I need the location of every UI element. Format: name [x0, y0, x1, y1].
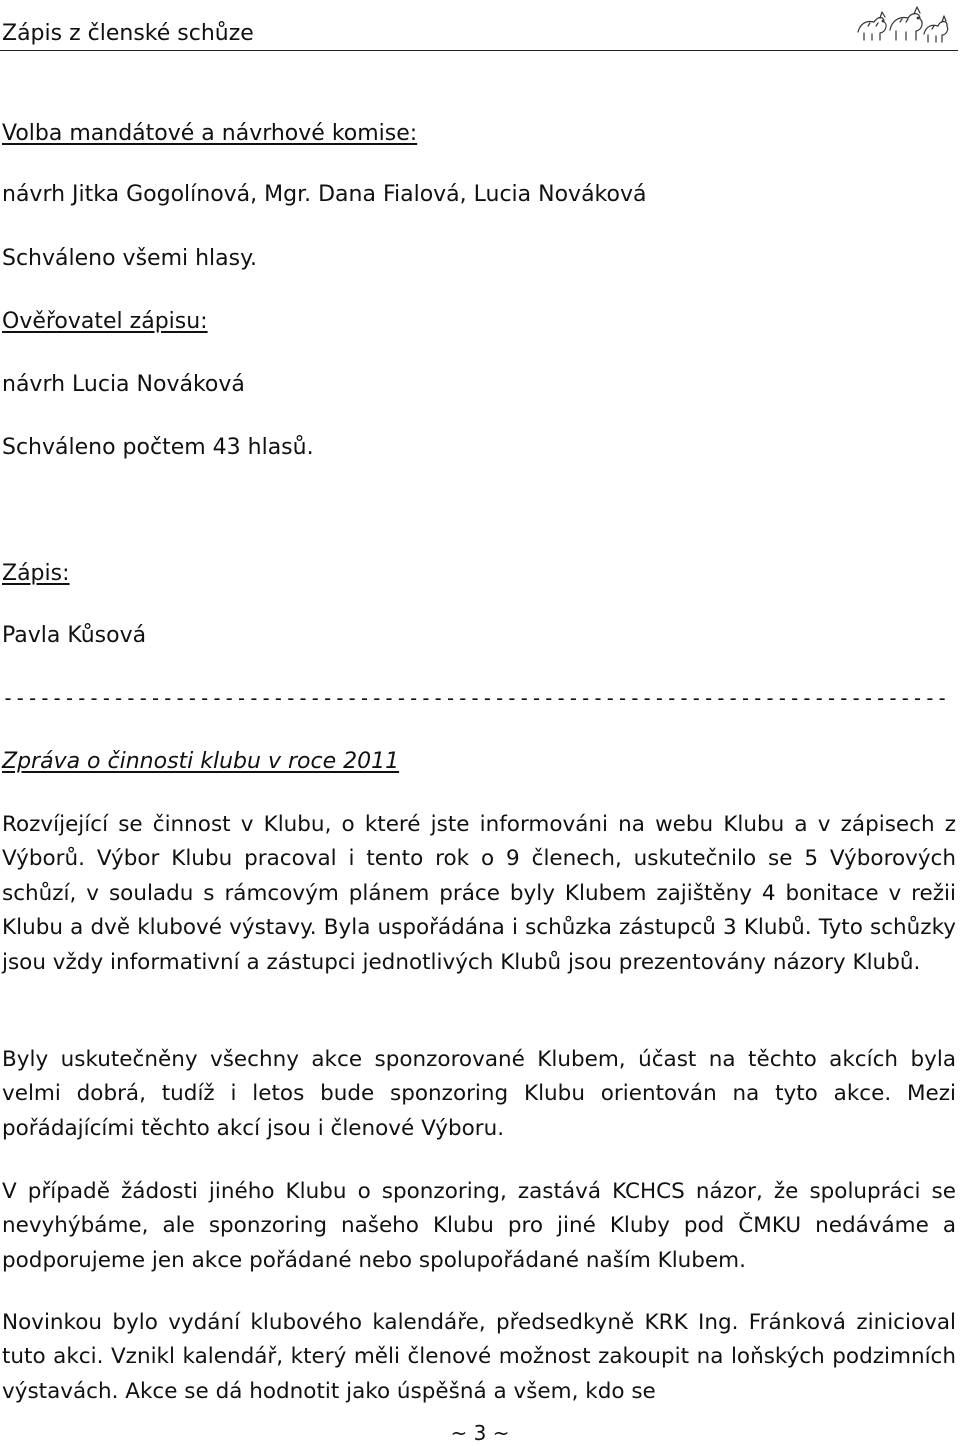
verifier-result: Schváleno počtem 43 hlasů. [2, 435, 314, 460]
recorder-name: Pavla Kůsová [2, 623, 147, 648]
commission-proposal: návrh Jitka Gogolínová, Mgr. Dana Fialová, Lucia Nováková [2, 182, 647, 207]
report-paragraph-3: V případě žádosti jiného Klubu o sponzoring, zastává KCHCS názor, že spolupráci se nevyhýbáme, ale sponzoring našeho Klubu pro jiné Kluby pod ČMKU nedáváme a podporujeme jen akce pořádané nebo spolupořádané naším Klubem. [2, 1179, 956, 1273]
header-title: Zápis z členské schůze [2, 21, 254, 46]
page-header [0, 0, 958, 51]
recorder-label: Zápis: [2, 561, 70, 586]
commission-label: Volba mandátové a návrhové komise: [2, 121, 418, 146]
verifier-label: Ověřovatel zápisu: [2, 309, 208, 334]
page-number: ~ 3 ~ [450, 1421, 510, 1445]
separator-line: ----------------------------------------------------------------------------- [2, 686, 949, 710]
dogs-logo-icon [854, 2, 950, 46]
commission-result: Schváleno všemi hlasy. [2, 246, 257, 271]
report-paragraph-4: Novinkou bylo vydání klubového kalendáře, předsedkyně KRK Ing. Fránková zinicioval tuto akci. Vznikl kalendář, který měli členové možnost zakoupit na loňských podzimních výstavách. Akce se dá hodnotit jako úspěšná a všem, kdo se [2, 1310, 956, 1404]
verifier-proposal: návrh Lucia Nováková [2, 372, 245, 397]
report-title: Zpráva o činnosti klubu v roce 2011 [2, 749, 400, 774]
report-paragraph-2: Byly uskutečněny všechny akce sponzorované Klubem, účast na těchto akcích byla velmi dobrá, tudíž i letos bude sponzoring Klubu orientován na tyto akce. Mezi pořádajícími těchto akcí jsou i členové Výboru. [2, 1047, 956, 1141]
report-paragraph-1: Rozvíjející se činnost v Klubu, o které jste informováni na webu Klubu a v zápisech z Výborů. Výbor Klubu pracoval i tento rok o 9 členech, uskutečnilo se 5 Výborových schůzí, v souladu s rámcovým plánem práce byly Klubem zajištěny 4 bonitace v režii Klubu a dvě klubové výstavy. Byla uspořádána i schůzka zástupců 3 Klubů. Tyto schůzky jsou vždy informativní a zástupci jednotlivých Klubů jsou prezentovány názory Klubů. [2, 812, 956, 975]
